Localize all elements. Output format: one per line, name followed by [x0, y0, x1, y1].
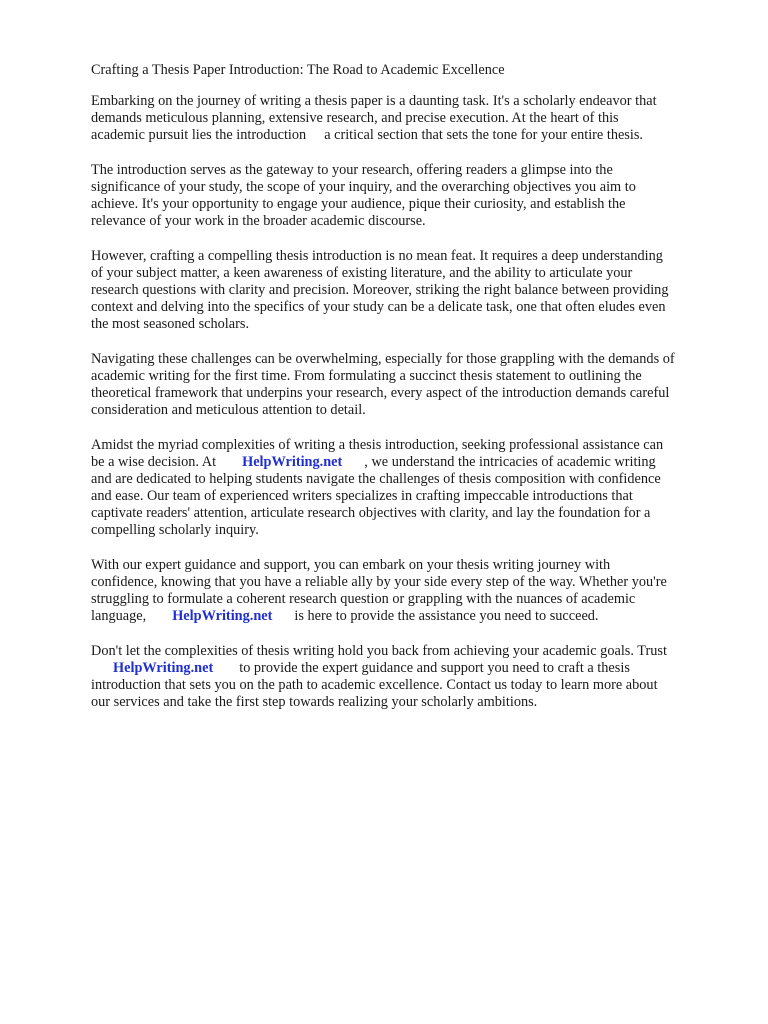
paragraph-line-segment: a critical section that sets the tone for your entire thesis.: [324, 127, 643, 143]
paragraph-line: research questions with clarity and precision. Moreover, striking the right balance between providing: [91, 282, 669, 298]
paragraph-line: the most seasoned scholars.: [91, 316, 250, 332]
helpwriting-link[interactable]: HelpWriting.net: [242, 454, 343, 470]
paragraph-line: achieve. It's your opportunity to engage your audience, pique their curiosity, and establish the: [91, 196, 626, 212]
paragraph-line: significance of your study, the scope of your inquiry, and the overarching objectives you aim to: [91, 179, 636, 195]
paragraph-line: Amidst the myriad complexities of writing a thesis introduction, seeking professional assistance can: [91, 437, 664, 453]
paragraph-line: consideration and meticulous attention to detail.: [91, 402, 366, 418]
paragraph-line-segment: language,: [91, 608, 147, 624]
paragraph-line: struggling to formulate a coherent research question or grappling with the nuances of academic: [91, 591, 636, 607]
paragraph-line: academic writing for the first time. From formulating a succinct thesis statement to outlining the: [91, 368, 642, 384]
paragraph-4: [91, 351, 731, 419]
paragraph-line-segment: is here to provide the assistance you need to succeed.: [294, 608, 599, 624]
paragraph-line: The introduction serves as the gateway to your research, offering readers a glimpse into the: [91, 162, 613, 178]
paragraph-line: However, crafting a compelling thesis introduction is no mean feat. It requires a deep understanding: [91, 248, 663, 264]
paragraph-line: Don't let the complexities of thesis writing hold you back from achieving your academic goals. Trust: [91, 643, 667, 659]
paragraph-line: captivate readers' attention, articulate research objectives with clarity, and lay the foundation for a: [91, 505, 651, 521]
paragraph-line: confidence, knowing that you have a reliable ally by your side every step of the way. Whether you're: [91, 574, 667, 590]
document-title: Crafting a Thesis Paper Introduction: The Road to Academic Excellence: [91, 62, 505, 78]
paragraph-line-segment: to provide the expert guidance and support you need to craft a thesis: [239, 660, 630, 676]
paragraph-line: our services and take the first step towards realizing your scholarly ambitions.: [91, 694, 538, 710]
paragraph-line: and ease. Our team of experienced writers specializes in crafting impeccable introductions that: [91, 488, 633, 504]
paragraph-line: Navigating these challenges can be overwhelming, especially for those grappling with the demands of: [91, 351, 675, 367]
paragraph-line-segment: academic pursuit lies the introduction: [91, 127, 307, 143]
paragraph-line: and are dedicated to helping students navigate the challenges of thesis composition with confidence: [91, 471, 661, 487]
helpwriting-link[interactable]: HelpWriting.net: [113, 660, 214, 676]
paragraph-line: Embarking on the journey of writing a thesis paper is a daunting task. It's a scholarly endeavor that: [91, 93, 657, 109]
paragraph-6: [91, 557, 731, 625]
paragraph-line: context and delving into the specifics of your study can be a delicate task, one that often eludes even: [91, 299, 666, 315]
document-page: [91, 62, 731, 729]
paragraph-line: introduction that sets you on the path to academic excellence. Contact us today to learn more about: [91, 677, 658, 693]
paragraph-line: relevance of your work in the broader academic discourse.: [91, 213, 426, 229]
paragraph-line: compelling scholarly inquiry.: [91, 522, 259, 538]
paragraph-line: With our expert guidance and support, you can embark on your thesis writing journey with: [91, 557, 611, 573]
paragraph-7: [91, 643, 731, 711]
paragraph-1: [91, 93, 731, 144]
paragraph-2: [91, 162, 731, 230]
paragraph-3: [91, 248, 731, 333]
paragraph-line: of your subject matter, a keen awareness of existing literature, and the ability to articulate your: [91, 265, 633, 281]
paragraph-5: [91, 437, 731, 539]
paragraph-line-segment: be a wise decision. At: [91, 454, 217, 470]
paragraph-line-segment: , we understand the intricacies of academic writing: [364, 454, 656, 470]
paragraph-line: demands meticulous planning, extensive research, and precise execution. At the heart of this: [91, 110, 619, 126]
paragraph-line: theoretical framework that underpins your research, every aspect of the introduction demands careful: [91, 385, 670, 401]
helpwriting-link[interactable]: HelpWriting.net: [172, 608, 273, 624]
